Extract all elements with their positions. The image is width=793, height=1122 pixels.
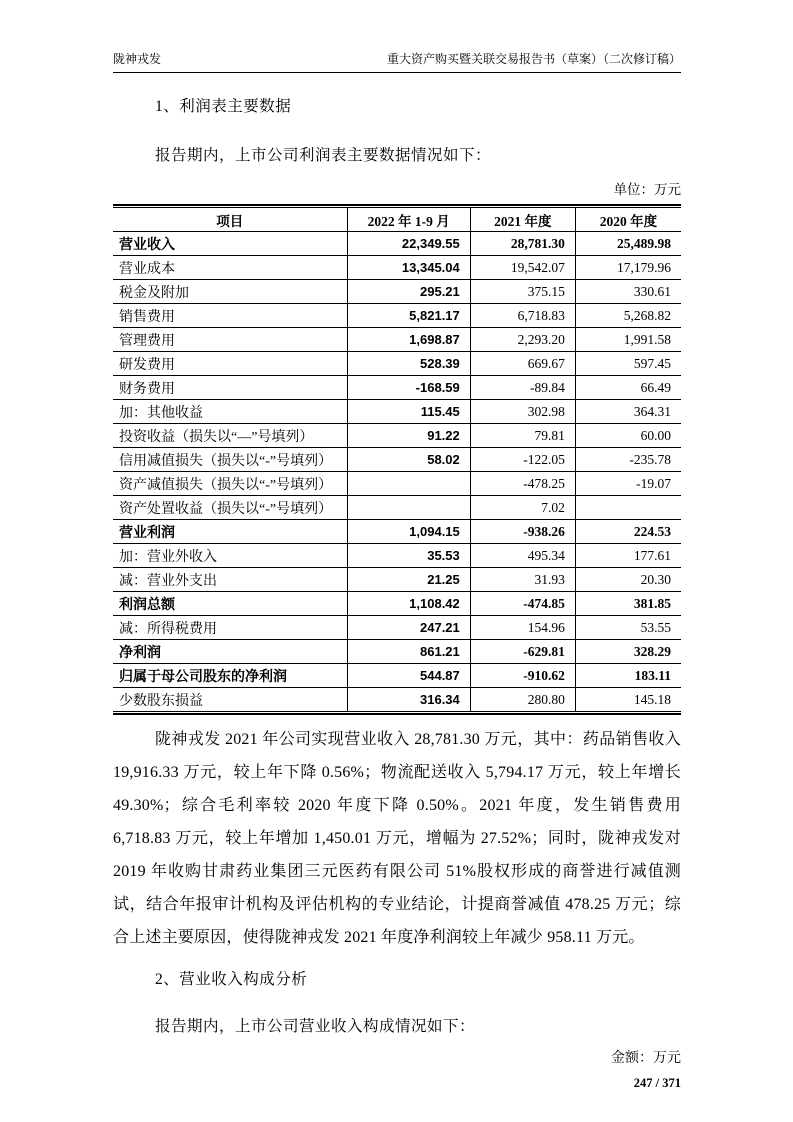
row-label: 营业利润 [113, 520, 347, 544]
row-value: 5,821.17 [347, 304, 470, 328]
row-value: -910.62 [470, 664, 575, 688]
row-value [347, 472, 470, 496]
row-value: -629.81 [470, 640, 575, 664]
row-value: 53.55 [575, 616, 681, 640]
row-value: -89.84 [470, 376, 575, 400]
income-statement-table [113, 204, 681, 715]
table-body [113, 232, 681, 712]
row-label: 减：所得税费用 [113, 616, 347, 640]
header-document-title: 重大资产购买暨关联交易报告书（草案）（二次修订稿） [386, 52, 681, 66]
row-value: 528.39 [347, 352, 470, 376]
row-value: 115.45 [347, 400, 470, 424]
table-row [113, 304, 681, 328]
row-value: 21.25 [347, 568, 470, 592]
row-label: 减：营业外支出 [113, 568, 347, 592]
row-label: 研发费用 [113, 352, 347, 376]
table-row [113, 640, 681, 664]
row-value: -474.85 [470, 592, 575, 616]
row-label: 财务费用 [113, 376, 347, 400]
row-label: 信用减值损失（损失以“-”号填列） [113, 448, 347, 472]
table-row [113, 376, 681, 400]
column-header: 2022 年 1-9 月 [347, 208, 470, 232]
row-value: 58.02 [347, 448, 470, 472]
row-value: 7.02 [470, 496, 575, 520]
row-value [575, 496, 681, 520]
table-row [113, 520, 681, 544]
row-value: 495.34 [470, 544, 575, 568]
row-value: -938.26 [470, 520, 575, 544]
table-row [113, 400, 681, 424]
row-value: 91.22 [347, 424, 470, 448]
row-value: 302.98 [470, 400, 575, 424]
row-value: 20.30 [575, 568, 681, 592]
row-label: 营业成本 [113, 256, 347, 280]
row-value: 381.85 [575, 592, 681, 616]
table-row [113, 688, 681, 712]
section2-intro: 报告期内，上市公司营业收入构成情况如下： [155, 1018, 476, 1035]
row-label: 加：营业外收入 [113, 544, 347, 568]
row-value: 280.80 [470, 688, 575, 712]
table-row [113, 664, 681, 688]
table-row [113, 616, 681, 640]
row-value: 6,718.83 [470, 304, 575, 328]
row-value: 145.18 [575, 688, 681, 712]
row-value: 1,094.15 [347, 520, 470, 544]
row-value: 2,293.20 [470, 328, 575, 352]
row-value: 316.34 [347, 688, 470, 712]
row-value: 330.61 [575, 280, 681, 304]
row-label: 利润总额 [113, 592, 347, 616]
row-value: 13,345.04 [347, 256, 470, 280]
table-row [113, 472, 681, 496]
analysis-paragraph: 陇神戎发 2021 年公司实现营业收入 28,781.30 万元，其中：药品销售收入 19,916.33 万元，较上年下降 0.56%；物流配送收入 5,794.17 万元，较上年增长 49.30%；综合毛利率较 2020 年度下降 0.50%。2021 年度，发生销售费用 6,718.83 万元，较上年增加 1,450.01 万元，增幅为 27.52%；同时，陇神戎发对 2019 年收购甘肃药业集团三元医药有限公司 51%股权形成的商誉进行减值测试，结合年报审计机构及评估机构的专业结论，计提商誉减值 478.25 万元；综合上述主要原因，使得陇神戎发 2021 年度净利润较上年减少 958.11 万元。 [113, 731, 681, 946]
row-value: 364.31 [575, 400, 681, 424]
section1-heading: 1、利润表主要数据 [155, 98, 292, 115]
table-row [113, 568, 681, 592]
row-value: -19.07 [575, 472, 681, 496]
unit-label: 单位：万元 [613, 182, 681, 197]
row-label: 加：其他收益 [113, 400, 347, 424]
row-value: 28,781.30 [470, 232, 575, 256]
row-label: 资产减值损失（损失以“-”号填列） [113, 472, 347, 496]
row-label: 少数股东损益 [119, 693, 203, 709]
row-value: 247.21 [347, 616, 470, 640]
row-value: 295.21 [347, 280, 470, 304]
row-value: 1,108.42 [347, 592, 470, 616]
row-value: 5,268.82 [575, 304, 681, 328]
row-value: -235.78 [575, 448, 681, 472]
table-row [113, 280, 681, 304]
row-value: 224.53 [575, 520, 681, 544]
row-value: 66.49 [575, 376, 681, 400]
column-header: 2021 年度 [470, 208, 575, 232]
row-value: -168.59 [347, 376, 470, 400]
row-value: 60.00 [575, 424, 681, 448]
table-row [113, 544, 681, 568]
section2-heading: 2、营业收入构成分析 [155, 971, 308, 988]
row-value: 1,991.58 [575, 328, 681, 352]
row-value: 35.53 [347, 544, 470, 568]
table-row [113, 352, 681, 376]
table-row [113, 424, 681, 448]
row-value: 375.15 [470, 280, 575, 304]
row-value: 17,179.96 [575, 256, 681, 280]
table-row [113, 232, 681, 256]
column-header: 项目 [113, 208, 347, 232]
row-value: 19,542.07 [470, 256, 575, 280]
row-label: 资产处置收益（损失以“-”号填列） [113, 496, 347, 520]
row-label: 管理费用 [113, 328, 347, 352]
row-label: 净利润 [113, 640, 347, 664]
row-value: 669.67 [470, 352, 575, 376]
row-label: 投资收益（损失以“—”号填列） [113, 424, 347, 448]
row-value: 1,698.87 [347, 328, 470, 352]
table-row [113, 448, 681, 472]
row-label: 销售费用 [113, 304, 347, 328]
table-row [113, 328, 681, 352]
row-value: 544.87 [347, 664, 470, 688]
row-value [347, 496, 470, 520]
column-header: 2020 年度 [575, 208, 681, 232]
row-value: -122.05 [470, 448, 575, 472]
header-company-name: 陇神戎发 [113, 52, 162, 66]
row-value: 328.29 [575, 640, 681, 664]
row-value: 183.11 [575, 664, 681, 688]
table-row [113, 592, 681, 616]
row-value: 177.61 [575, 544, 681, 568]
row-label: 营业收入 [113, 232, 347, 256]
row-value: 79.81 [470, 424, 575, 448]
page-number: 247 / 371 [633, 1076, 681, 1090]
table-row [113, 256, 681, 280]
row-value: -478.25 [470, 472, 575, 496]
row-value: 597.45 [575, 352, 681, 376]
running-header [113, 50, 681, 73]
table-header-row [113, 208, 681, 232]
section1-intro: 报告期内，上市公司利润表主要数据情况如下： [155, 147, 492, 164]
row-value: 31.93 [470, 568, 575, 592]
table-header [113, 208, 681, 232]
row-value: 861.21 [347, 640, 470, 664]
table-row [113, 496, 681, 520]
row-label: 归属于母公司股东的净利润 [113, 664, 347, 688]
row-label: 税金及附加 [113, 280, 347, 304]
row-value: 22,349.55 [347, 232, 470, 256]
amount-unit-label: 金额：万元 [611, 1051, 681, 1066]
row-value: 154.96 [470, 616, 575, 640]
row-value: 25,489.98 [575, 232, 681, 256]
